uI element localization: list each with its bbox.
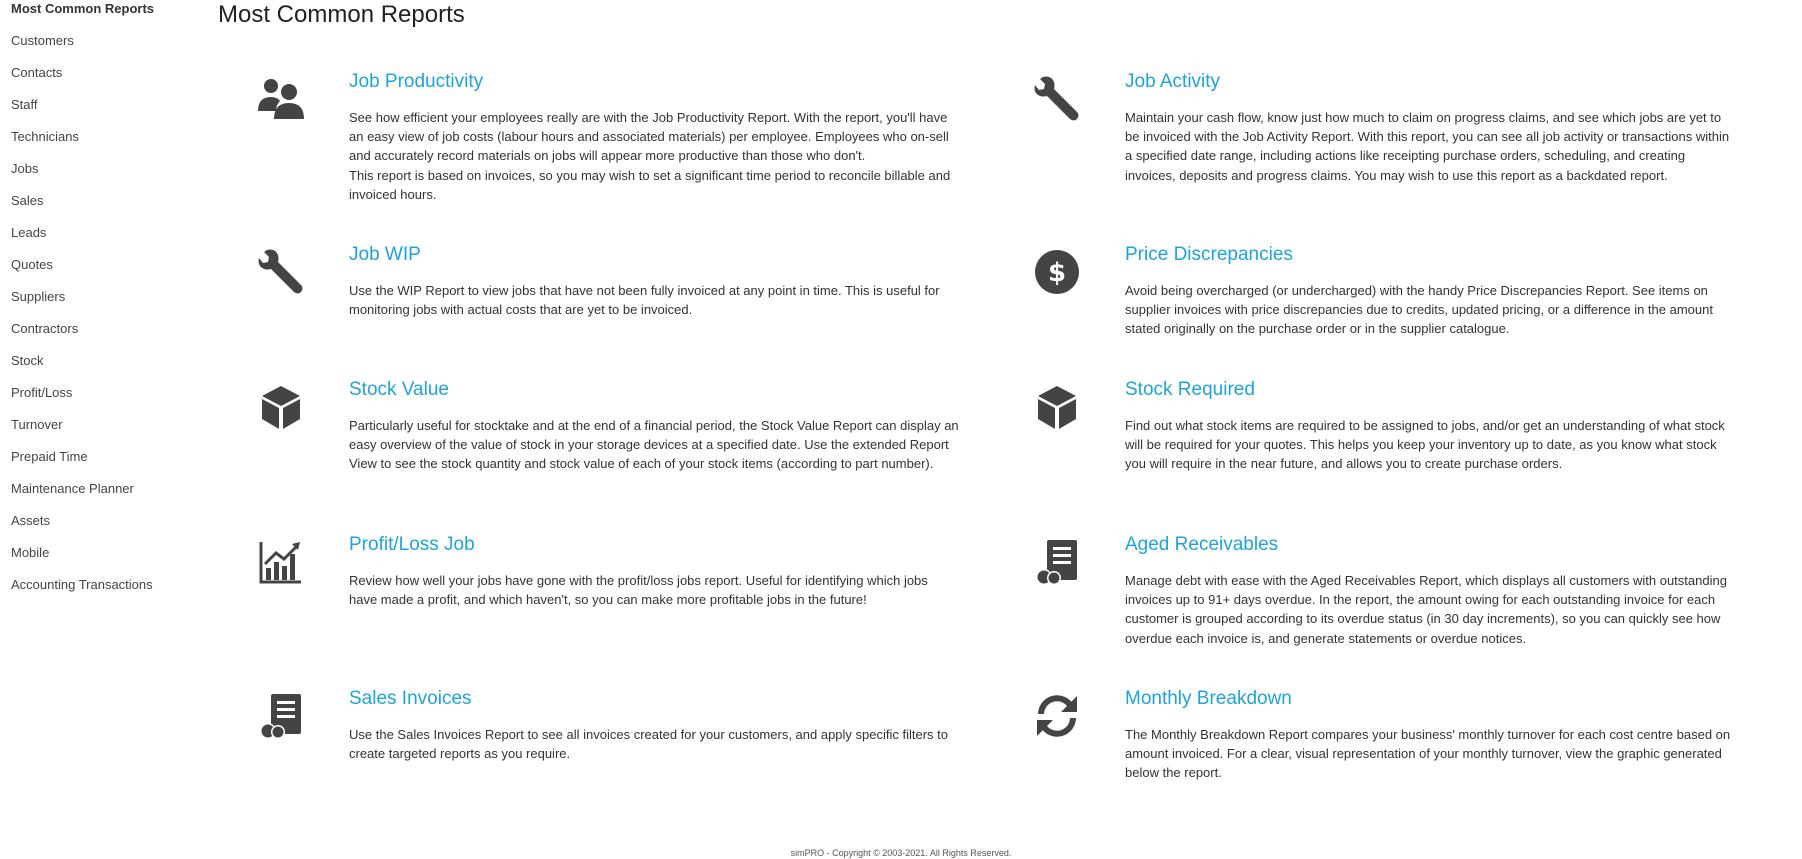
report-description-monthly-breakdown: The Monthly Breakdown Report compares your business' monthly turnover for each cost centre based on amount invoiced. For a clear, visual representation of your monthly turnover, view the graphic generated below the report. bbox=[1125, 727, 1731, 781]
sidebar-item-profit-loss[interactable]: Profit/Loss bbox=[11, 385, 73, 400]
report-description-aged-receivables: Manage debt with ease with the Aged Receivables Report, which displays all customers with outstanding invoices up to 91+ days overdue. In the report, the amount owing for each outstanding invoice for each customer is grouped according to its overdue status (in 30 day increments), so you can quickly see how overdue each invoice is, and generate statements or overdue notices. bbox=[1125, 573, 1727, 646]
report-title-job-activity[interactable]: Job Activity bbox=[1125, 71, 1221, 92]
sidebar-item-leads[interactable]: Leads bbox=[11, 225, 47, 240]
sidebar-item-prepaid-time[interactable]: Prepaid Time bbox=[11, 449, 88, 464]
sidebar-item-quotes[interactable]: Quotes bbox=[11, 257, 53, 272]
report-title-sales-invoices[interactable]: Sales Invoices bbox=[349, 688, 472, 709]
page-title: Most Common Reports bbox=[218, 1, 465, 28]
report-description-job-wip: Use the WIP Report to view jobs that have not been fully invoiced at any point in time. This is useful for monitoring jobs with actual costs that are yet to be invoiced. bbox=[349, 283, 940, 318]
cube-icon bbox=[257, 383, 305, 431]
report-description-price-discrepancies: Avoid being overcharged (or undercharged) with the handy Price Discrepancies Report. See items on supplier invoices with price discrepancies due to credits, updated pricing, or a difference in the amount stated originally on the purchase order or in the supplier catalogue. bbox=[1125, 283, 1713, 337]
users-icon bbox=[257, 75, 305, 123]
sidebar-item-contractors[interactable]: Contractors bbox=[11, 321, 79, 336]
footer-copyright: simPRO - Copyright © 2003-2021. All Rights Reserved. bbox=[790, 848, 1012, 858]
sidebar-item-turnover[interactable]: Turnover bbox=[11, 417, 63, 432]
report-title-aged-receivables[interactable]: Aged Receivables bbox=[1125, 534, 1279, 555]
sidebar-item-jobs[interactable]: Jobs bbox=[11, 161, 39, 176]
report-title-profit-loss-job[interactable]: Profit/Loss Job bbox=[349, 534, 475, 555]
line-chart-icon bbox=[257, 538, 305, 586]
sidebar-item-most-common-reports[interactable]: Most Common Reports bbox=[11, 1, 154, 16]
report-description-sales-invoices: Use the Sales Invoices Report to see all invoices created for your customers, and apply specific filters to create targeted reports as you require. bbox=[349, 727, 949, 762]
sidebar-item-mobile[interactable]: Mobile bbox=[11, 545, 50, 560]
sidebar-item-suppliers[interactable]: Suppliers bbox=[11, 289, 66, 304]
sidebar-item-contacts[interactable]: Contacts bbox=[11, 65, 63, 80]
report-description-job-productivity: See how efficient your employees really are with the Job Productivity Report. With the report, you'll have an easy view of job costs (labour hours and associated materials) per employee. Employees who on-sell and accurately record materials on jobs will appear more productive than those who don't. This report is based on invoices, so you may wish to set a significant time period to reconcile billable and invoiced hours. bbox=[349, 110, 951, 202]
svg-text:$: $ bbox=[1047, 258, 1067, 288]
sidebar-item-customers[interactable]: Customers bbox=[11, 33, 74, 48]
report-title-stock-value[interactable]: Stock Value bbox=[349, 379, 449, 400]
report-title-monthly-breakdown[interactable]: Monthly Breakdown bbox=[1125, 688, 1292, 709]
dollar-circle-icon bbox=[1033, 248, 1081, 296]
report-description-stock-required: Find out what stock items are required to be assigned to jobs, and/or get an understanding of what stock will be required for your quotes. This helps you keep your inventory up to date, as you know what stock you will require in the near future, and allows you to create purchase orders. bbox=[1125, 418, 1725, 472]
invoice-coins-icon bbox=[1033, 538, 1081, 586]
report-title-price-discrepancies[interactable]: Price Discrepancies bbox=[1125, 244, 1293, 265]
report-title-job-productivity[interactable]: Job Productivity bbox=[349, 71, 484, 92]
wrench-icon bbox=[1033, 75, 1081, 123]
cube-icon bbox=[1033, 383, 1081, 431]
report-description-stock-value: Particularly useful for stocktake and at the end of a financial period, the Stock Value Report can display an easy overview of the value of stock in your storage devices at a specified date. Use the extended Report View to see the stock quantity and stock value of each of your stock items (according to part number). bbox=[349, 418, 959, 472]
refresh-icon bbox=[1033, 692, 1081, 740]
wrench-icon bbox=[257, 248, 305, 296]
report-title-job-wip[interactable]: Job WIP bbox=[349, 244, 421, 265]
sidebar-item-staff[interactable]: Staff bbox=[11, 97, 38, 112]
report-title-stock-required[interactable]: Stock Required bbox=[1125, 379, 1255, 400]
sidebar-item-maintenance-planner[interactable]: Maintenance Planner bbox=[11, 481, 134, 496]
sidebar-item-technicians[interactable]: Technicians bbox=[11, 129, 79, 144]
report-description-job-activity: Maintain your cash flow, know just how much to claim on progress claims, and see which jobs are yet to be invoiced with the Job Activity Report. With this report, you can see all job activity or transactions within a specified date range, including actions like receipting purchase orders, scheduling, and creating invoices, deposits and progress claims. You may wish to use this report as a backdated report. bbox=[1125, 110, 1730, 183]
sidebar-item-accounting-transactions[interactable]: Accounting Transactions bbox=[11, 577, 153, 592]
invoice-coins-icon bbox=[257, 692, 305, 740]
sidebar-item-sales[interactable]: Sales bbox=[11, 193, 44, 208]
sidebar-item-assets[interactable]: Assets bbox=[11, 513, 51, 528]
sidebar-item-stock[interactable]: Stock bbox=[11, 353, 44, 368]
report-description-profit-loss-job: Review how well your jobs have gone with the profit/loss jobs report. Useful for identifying which jobs have made a profit, and which haven't, so you can make more profitable jobs in the future! bbox=[349, 573, 928, 608]
